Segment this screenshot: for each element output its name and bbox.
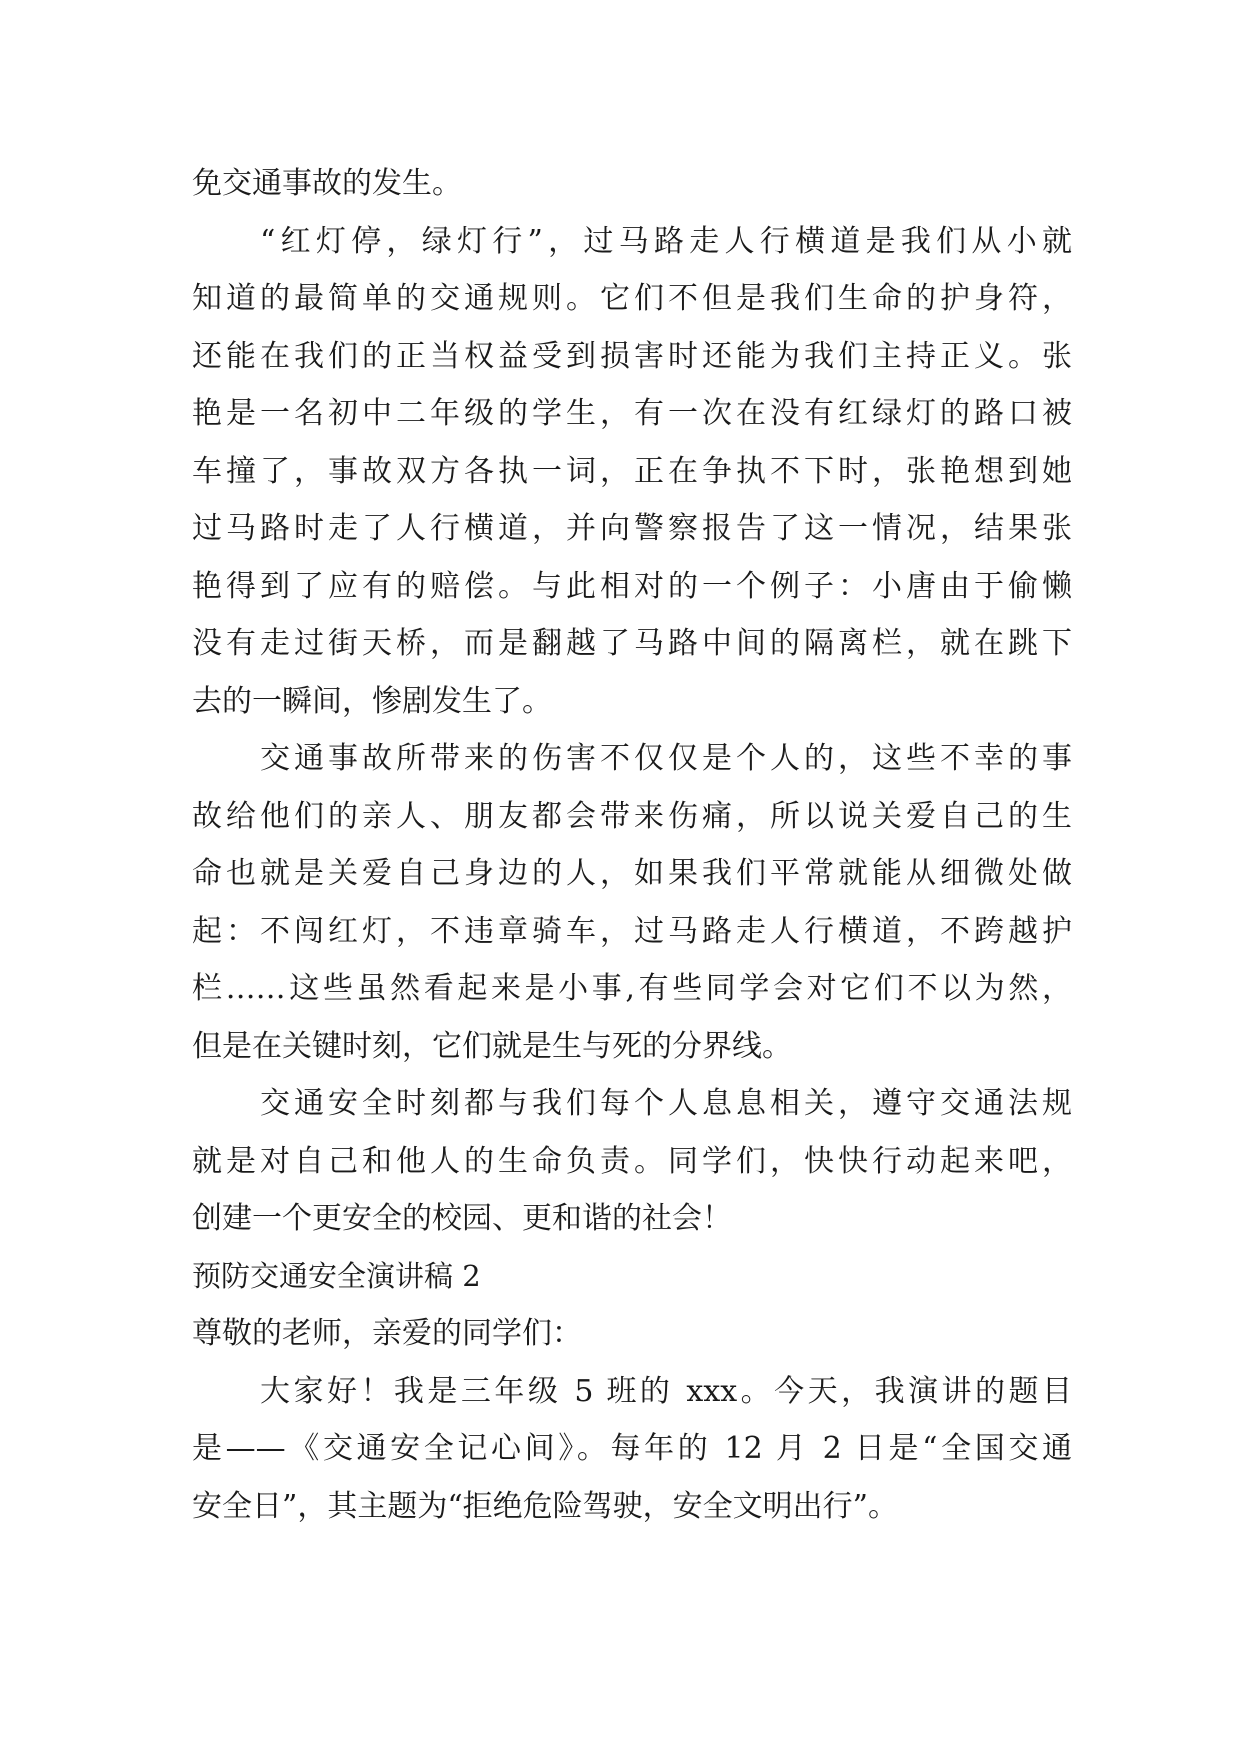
paragraph-line: 大家好！我是三年级 5 班的 xxx。今天，我演讲的题目 — [260, 1373, 1072, 1409]
paragraph-line: 命也就是关爱自己身边的人，如果我们平常就能从细微处做 — [192, 856, 1072, 891]
paragraph-line: 去的一瞬间，惨剧发生了。 — [192, 683, 552, 719]
salutation: 尊敬的老师，亲爱的同学们： — [192, 1316, 582, 1351]
paragraph-line: 艳得到了应有的赔偿。与此相对的一个例子：小唐由于偷懒 — [192, 568, 1072, 604]
paragraph-line: 知道的最简单的交通规则。它们不但是我们生命的护身符， — [192, 281, 1072, 316]
paragraph-line: “红灯停，绿灯行”，过马路走人行横道是我们从小就 — [260, 223, 1072, 259]
paragraph-line: 是——《交通安全记心间》。每年的 12 月 2 日是“全国交通 — [192, 1431, 1072, 1466]
paragraph-line: 过马路时走了人行横道，并向警察报告了这一情况，结果张 — [192, 511, 1072, 546]
paragraph-line: 交通安全时刻都与我们每个人息息相关，遵守交通法规 — [260, 1086, 1072, 1121]
paragraph-line: 但是在关键时刻，它们就是生与死的分界线。 — [192, 1028, 792, 1064]
paragraph-line: 车撞了，事故双方各执一词，正在争执不下时，张艳想到她 — [192, 453, 1072, 489]
paragraph-line: 起：不闯红灯，不违章骑车，过马路走人行横道，不跨越护 — [192, 913, 1072, 949]
paragraph-line: 创建一个更安全的校园、更和谐的社会！ — [192, 1201, 732, 1236]
paragraph-line: 还能在我们的正当权益受到损害时还能为我们主持正义。张 — [192, 338, 1072, 374]
paragraph-line: 艳是一名初中二年级的学生，有一次在没有红绿灯的路口被 — [192, 396, 1072, 431]
paragraph-line: 没有走过街天桥，而是翻越了马路中间的隔离栏，就在跳下 — [192, 626, 1072, 661]
paragraph-line: 免交通事故的发生。 — [192, 166, 462, 201]
paragraph-line: 故给他们的亲人、朋友都会带来伤痛，所以说关爱自己的生 — [192, 798, 1072, 834]
section-title: 预防交通安全演讲稿 2 — [192, 1258, 481, 1293]
paragraph-line: 交通事故所带来的伤害不仅仅是个人的，这些不幸的事 — [260, 741, 1072, 776]
paragraph-line: 就是对自己和他人的生命负责。同学们，快快行动起来吧， — [192, 1143, 1072, 1179]
document-body — [192, 155, 1072, 1535]
paragraph-line: 栏……这些虽然看起来是小事,有些同学会对它们不以为然， — [192, 971, 1072, 1006]
paragraph-line: 安全日”，其主题为“拒绝危险驾驶，安全文明出行”。 — [192, 1488, 899, 1524]
